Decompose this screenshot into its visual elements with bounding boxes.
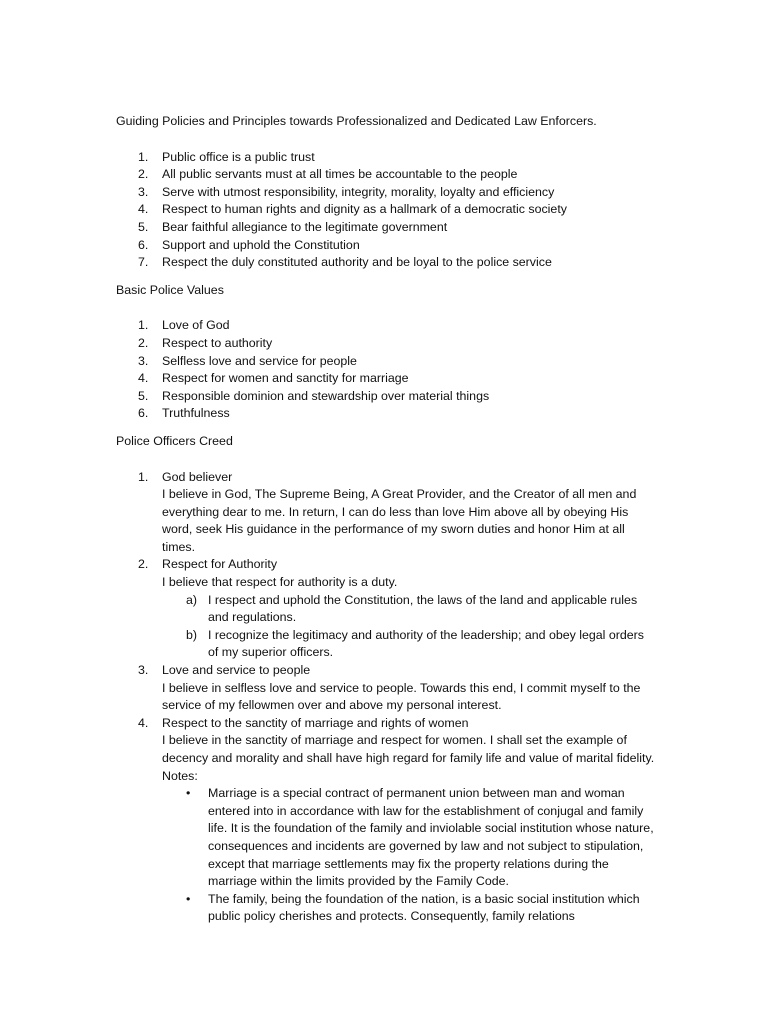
creed-item-title: Love and service to people bbox=[162, 663, 311, 678]
list-number: 7. bbox=[138, 255, 149, 270]
list-number: 2. bbox=[138, 335, 149, 350]
list-item bbox=[116, 254, 656, 272]
note-text: The family, being the foundation of the nation, is a basic social institution which public policy cherishes and protects. Consequently, family relations bbox=[208, 891, 640, 924]
section-heading-police-officers-creed: Police Officers Creed bbox=[116, 433, 233, 448]
creed-item-text: I believe in selfless love and service to people. Towards this end, I commit myself to the service of my fellowmen over and above my personal interest. bbox=[162, 680, 641, 713]
document-content bbox=[116, 113, 656, 926]
list-item bbox=[116, 219, 656, 237]
list-item bbox=[116, 317, 656, 335]
basic-police-values-list bbox=[116, 317, 656, 423]
creed-item-respect-for-authority bbox=[116, 556, 656, 662]
list-item-text: Truthfulness bbox=[162, 406, 230, 421]
list-item-text: Serve with utmost responsibility, integrity, morality, loyalty and efficiency bbox=[162, 184, 555, 199]
list-item bbox=[116, 335, 656, 353]
list-item-text: Responsible dominion and stewardship over material things bbox=[162, 388, 490, 403]
note-item bbox=[162, 891, 656, 926]
list-item-text: Love of God bbox=[162, 318, 230, 333]
list-number: 6. bbox=[138, 237, 149, 252]
list-item-text: Respect to authority bbox=[162, 335, 273, 350]
bullet-icon: • bbox=[186, 786, 191, 801]
creed-item-text: I believe in the sanctity of marriage and respect for women. I shall set the example of decency and morality and shall have high regard for family life and value of marital fidelity. bbox=[162, 733, 655, 765]
list-number: 4. bbox=[138, 715, 149, 730]
list-item bbox=[116, 201, 656, 219]
list-number: 1. bbox=[138, 318, 149, 333]
guiding-policies-list bbox=[116, 149, 656, 272]
list-number: 3. bbox=[138, 663, 149, 678]
list-item bbox=[116, 237, 656, 255]
list-number: 5. bbox=[138, 219, 149, 234]
note-text: Marriage is a special contract of permanent union between man and woman entered into in accordance with law for the establishment of conjugal and family life. It is the foundation of the family and inviolable social institution whose nature, consequences and incidents are governed by law and not subject to stipulation, except that marriage settlements may fix the property relations during the marriage within the limits provided by the Family Code. bbox=[208, 786, 654, 889]
creed-list bbox=[116, 469, 656, 926]
list-item-text: Selfless love and service for people bbox=[162, 353, 357, 368]
list-item-text: All public servants must at all times be accountable to the people bbox=[162, 167, 518, 182]
sub-list-item-text: I respect and uphold the Constitution, the laws of the land and applicable rules and regulations. bbox=[208, 592, 638, 625]
list-item bbox=[116, 353, 656, 371]
list-number: 2. bbox=[138, 167, 149, 182]
list-item-text: Bear faithful allegiance to the legitimate government bbox=[162, 219, 448, 234]
creed-sublist bbox=[162, 592, 656, 662]
creed-item-title: Respect for Authority bbox=[162, 557, 278, 572]
list-number: 2. bbox=[138, 557, 149, 572]
section-heading-guiding-policies: Guiding Policies and Principles towards Professionalized and Dedicated Law Enforcers. bbox=[116, 114, 597, 128]
bullet-icon: • bbox=[186, 891, 191, 906]
sub-list-marker: a) bbox=[186, 592, 198, 607]
sub-list-item bbox=[162, 627, 656, 662]
list-item bbox=[116, 370, 656, 388]
list-item bbox=[116, 405, 656, 423]
creed-item-sanctity-of-marriage bbox=[116, 715, 656, 926]
list-item bbox=[116, 149, 656, 167]
list-item bbox=[116, 184, 656, 202]
list-number: 5. bbox=[138, 388, 149, 403]
sub-list-item bbox=[162, 592, 656, 627]
section-heading-basic-police-values: Basic Police Values bbox=[116, 282, 224, 297]
list-item-text: Support and uphold the Constitution bbox=[162, 237, 360, 252]
notes-label: Notes: bbox=[162, 768, 198, 783]
note-item bbox=[162, 785, 656, 891]
list-number: 1. bbox=[138, 469, 149, 484]
list-number: 6. bbox=[138, 406, 149, 421]
list-number: 1. bbox=[138, 149, 149, 164]
list-item bbox=[116, 166, 656, 184]
list-item-text: Public office is a public trust bbox=[162, 149, 315, 164]
creed-item-text: I believe in God, The Supreme Being, A Great Provider, and the Creator of all men and everything dear to me. In return, I can do less than love Him above all by obeying His word, seek His guidance in the performance of my sworn duties and honor Him at all times. bbox=[162, 487, 637, 554]
creed-item-god-believer bbox=[116, 469, 656, 557]
notes-list bbox=[162, 785, 656, 926]
list-number: 4. bbox=[138, 202, 149, 217]
list-number: 3. bbox=[138, 184, 149, 199]
creed-item-title: God believer bbox=[162, 469, 233, 484]
list-number: 3. bbox=[138, 353, 149, 368]
creed-item-love-and-service bbox=[116, 662, 656, 715]
list-number: 4. bbox=[138, 371, 149, 386]
creed-item-title: Respect to the sanctity of marriage and rights of women bbox=[162, 715, 469, 730]
list-item-text: Respect for women and sanctity for marriage bbox=[162, 371, 409, 386]
list-item bbox=[116, 388, 656, 406]
sub-list-item-text: I recognize the legitimacy and authority of the leadership; and obey legal orders of my superior officers. bbox=[208, 627, 645, 660]
list-item-text: Respect to human rights and dignity as a hallmark of a democratic society bbox=[162, 202, 567, 217]
list-item-text: Respect the duly constituted authority and be loyal to the police service bbox=[162, 255, 552, 270]
sub-list-marker: b) bbox=[186, 627, 198, 642]
creed-item-text: I believe that respect for authority is a duty. bbox=[162, 575, 398, 590]
